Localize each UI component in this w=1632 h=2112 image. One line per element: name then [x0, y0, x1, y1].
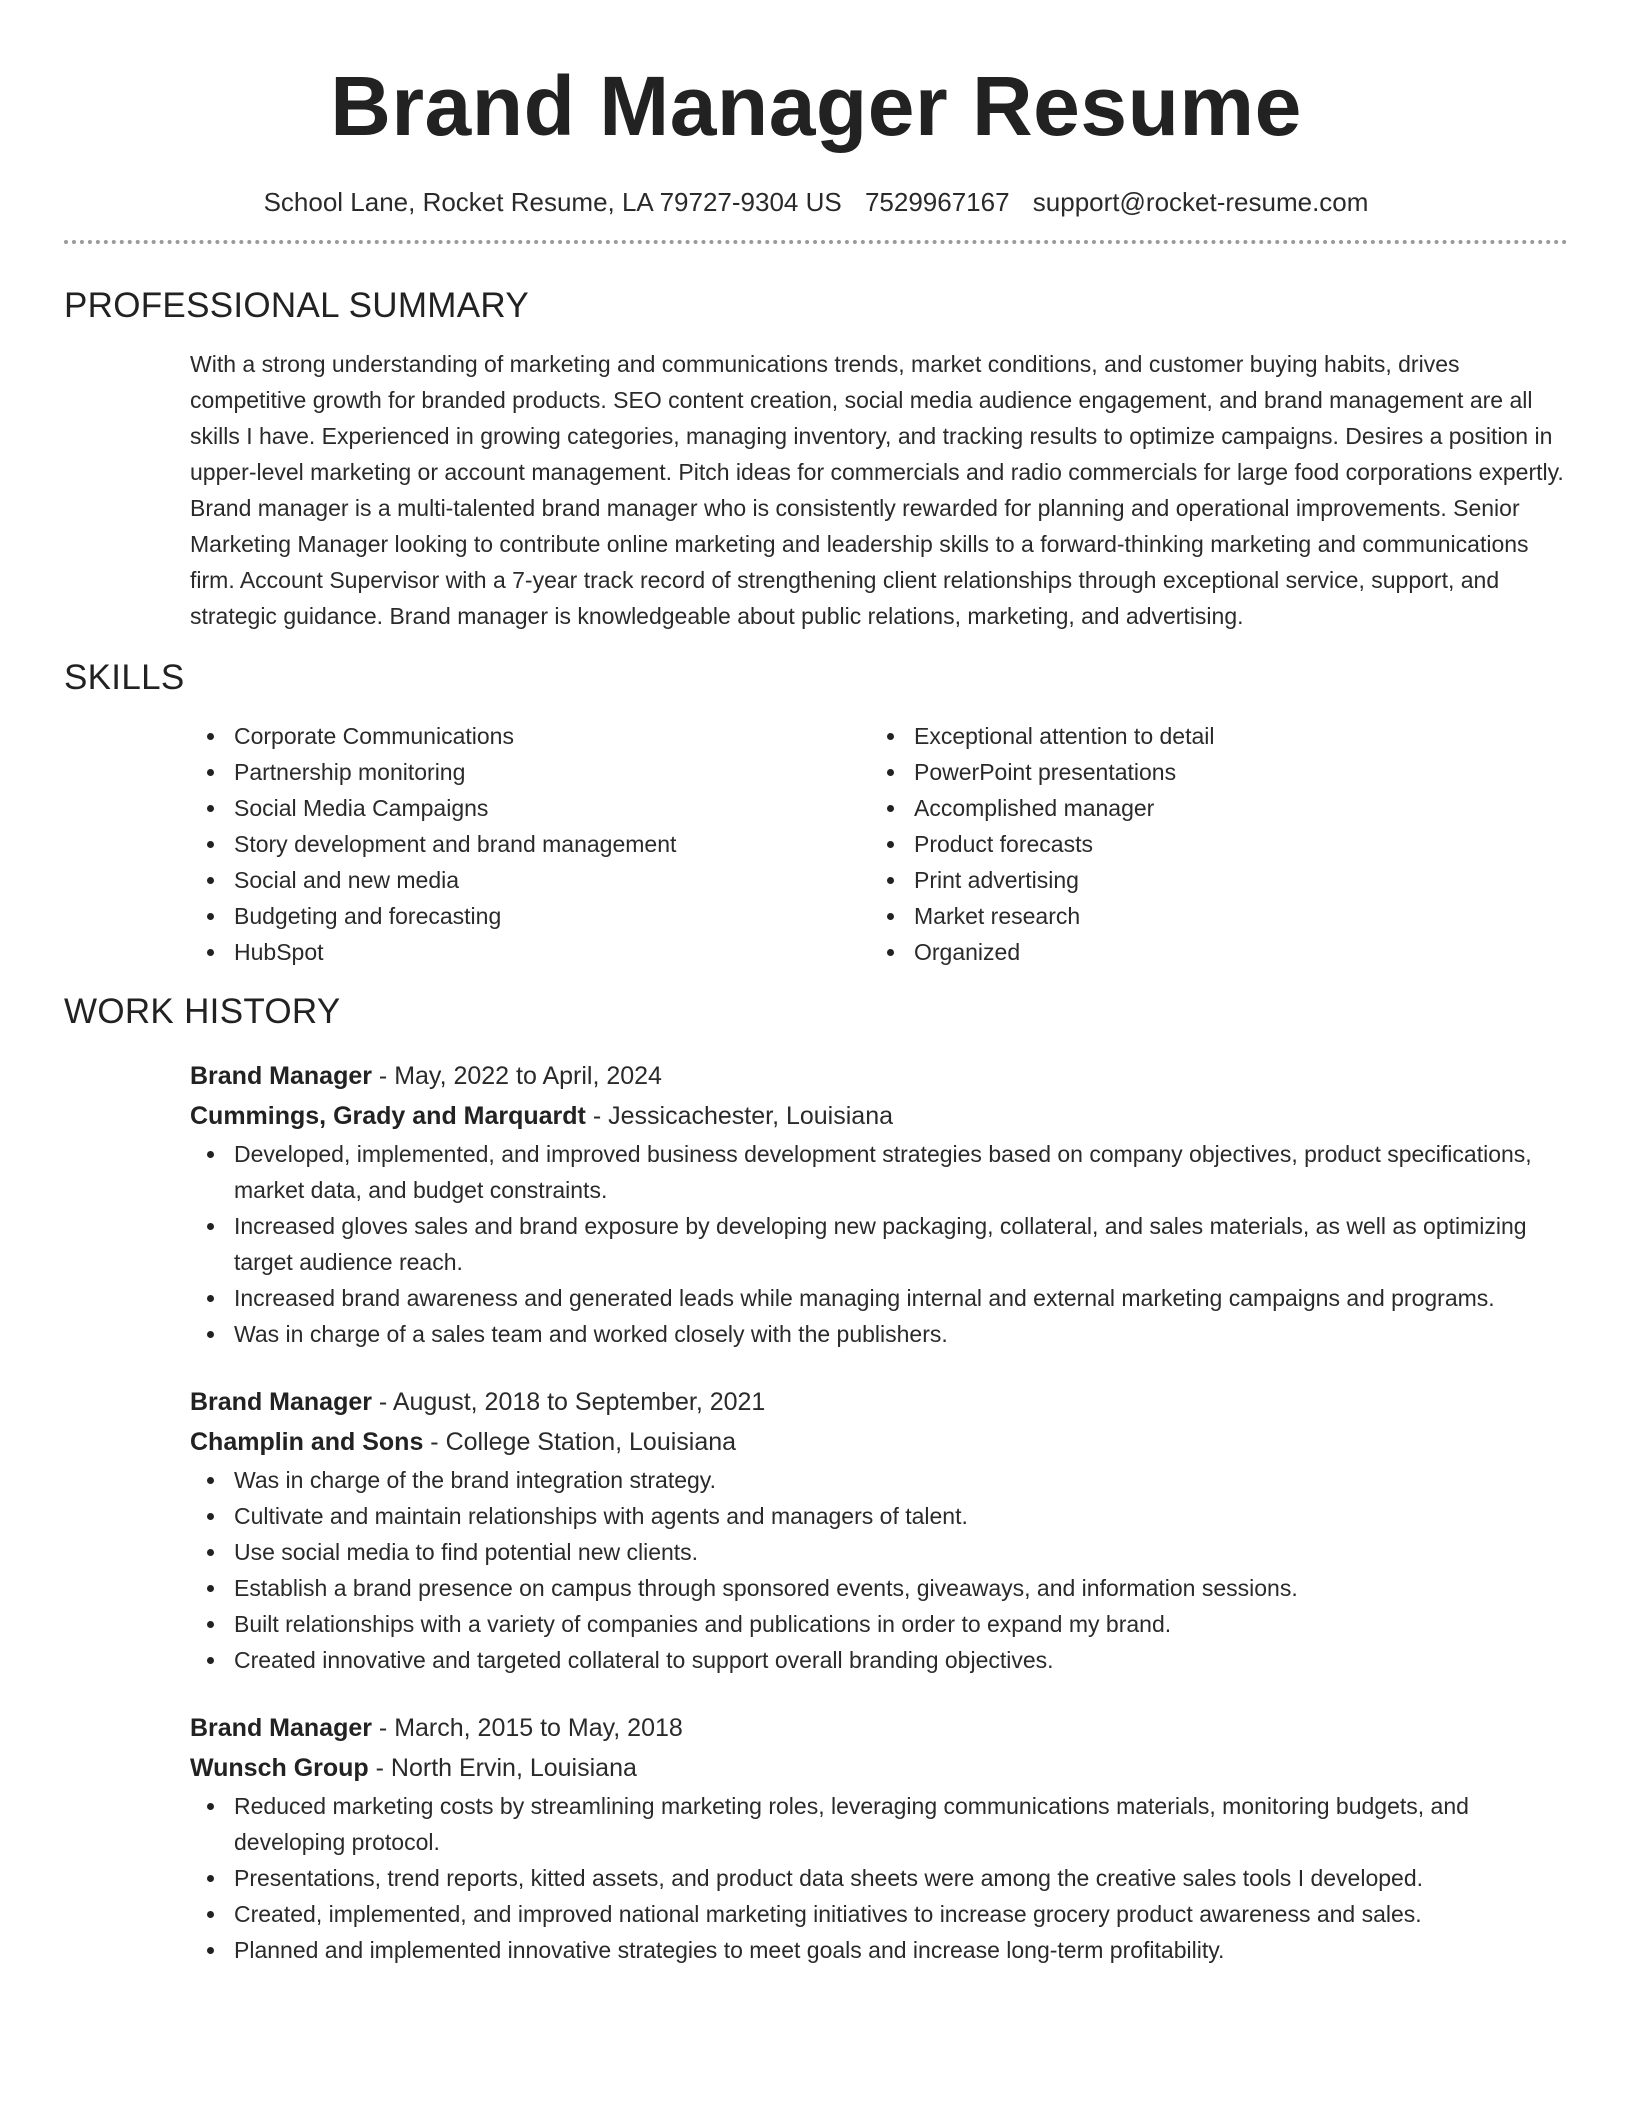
contact-address: School Lane, Rocket Resume, LA 79727-9304 US: [263, 187, 842, 217]
job-title: Brand Manager: [190, 1388, 372, 1416]
summary-text: With a strong understanding of marketing and communications trends, market conditions, and customer buying habits, drives competitive growth for branded products. SEO content creation, social media audience engagement, and brand management are all skills I have. Experienced in growing categories, managing inventory, and tracking results to optimize campaigns. Desires a position in upper-level marketing or account management. Pitch ideas for commercials and radio commercials for large food corporations expertly. Brand manager is a multi-talented brand manager who is consistently rewarded for planning and operational improvements. Senior Marketing Manager looking to contribute online marketing and leadership skills to a forward-thinking marketing and communications firm. Account Supervisor with a 7-year track record of strengthening client relationships through exceptional service, support, and strategic guidance. Brand manager is knowledgeable about public relations, marketing, and advertising.: [190, 351, 1564, 629]
skill-item: Accomplished manager: [870, 790, 1550, 826]
job-bullet: Developed, implemented, and improved business development strategies based on company objectives, product specifications, market data, and budget constraints.: [190, 1136, 1568, 1208]
section-heading-skills: SKILLS: [64, 658, 185, 697]
skill-item: Story development and brand management: [190, 826, 870, 862]
job-title: Brand Manager: [190, 1062, 372, 1090]
job-bullet: Built relationships with a variety of companies and publications in order to expand my brand.: [190, 1606, 1568, 1642]
job-bullet: Was in charge of a sales team and worked closely with the publishers.: [190, 1316, 1568, 1352]
job-bullet: Was in charge of the brand integration strategy.: [190, 1462, 1568, 1498]
job-bullet: Use social media to find potential new clients.: [190, 1534, 1568, 1570]
skill-item: Budgeting and forecasting: [190, 898, 870, 934]
resume-title: Brand Manager Resume: [330, 59, 1302, 153]
header-divider: [64, 240, 1568, 244]
skill-item: Social and new media: [190, 862, 870, 898]
job-location: - North Ervin, Louisiana: [368, 1754, 637, 1782]
job-dates: - August, 2018 to September, 2021: [371, 1388, 766, 1416]
job-dates: - March, 2015 to May, 2018: [371, 1714, 683, 1742]
job-dates: - May, 2022 to April, 2024: [371, 1062, 662, 1090]
job-entry: [190, 1056, 1568, 1352]
contact-line: [64, 184, 1568, 220]
skills-column-left: [190, 718, 870, 970]
skill-item: Corporate Communications: [190, 718, 870, 754]
job-bullets: [190, 1788, 1568, 1968]
job-title: Brand Manager: [190, 1714, 372, 1742]
job-title-line: [190, 1056, 1568, 1096]
skill-item: Market research: [870, 898, 1550, 934]
job-bullets: [190, 1462, 1568, 1678]
resume-page: [64, 0, 1568, 1968]
contact-email: support@rocket-resume.com: [1032, 187, 1369, 217]
job-bullet: Created, implemented, and improved national marketing initiatives to increase grocery product awareness and sales.: [190, 1896, 1568, 1932]
job-company-line: [190, 1096, 1568, 1136]
job-bullet: Planned and implemented innovative strategies to meet goals and increase long-term profitability.: [190, 1932, 1568, 1968]
skills-list: [190, 718, 1568, 970]
job-location: - Jessicachester, Louisiana: [585, 1102, 893, 1130]
skill-item: Social Media Campaigns: [190, 790, 870, 826]
job-bullet: Created innovative and targeted collateral to support overall branding objectives.: [190, 1642, 1568, 1678]
section-heading-work-history: WORK HISTORY: [64, 992, 341, 1031]
skill-item: Partnership monitoring: [190, 754, 870, 790]
skills-column-right: [870, 718, 1550, 970]
job-bullet: Increased brand awareness and generated leads while managing internal and external marketing campaigns and programs.: [190, 1280, 1568, 1316]
job-bullet: Cultivate and maintain relationships with agents and managers of talent.: [190, 1498, 1568, 1534]
skill-item: PowerPoint presentations: [870, 754, 1550, 790]
job-bullet: Presentations, trend reports, kitted assets, and product data sheets were among the creative sales tools I developed.: [190, 1860, 1568, 1896]
skill-item: Exceptional attention to detail: [870, 718, 1550, 754]
job-entry: [190, 1708, 1568, 1968]
job-title-line: [190, 1708, 1568, 1748]
skill-item: HubSpot: [190, 934, 870, 970]
job-bullet: Increased gloves sales and brand exposure by developing new packaging, collateral, and sales materials, as well as optimizing target audience reach.: [190, 1208, 1568, 1280]
job-company-line: [190, 1748, 1568, 1788]
skill-item: Print advertising: [870, 862, 1550, 898]
skill-item: Product forecasts: [870, 826, 1550, 862]
section-heading-summary: PROFESSIONAL SUMMARY: [64, 286, 529, 325]
job-company: Cummings, Grady and Marquardt: [190, 1102, 586, 1130]
job-company-line: [190, 1422, 1568, 1462]
skill-item: Organized: [870, 934, 1550, 970]
job-location: - College Station, Louisiana: [423, 1428, 737, 1456]
job-entry: [190, 1382, 1568, 1678]
contact-phone: 7529967167: [864, 187, 1010, 217]
job-company: Wunsch Group: [190, 1754, 369, 1782]
job-bullets: [190, 1136, 1568, 1352]
job-company: Champlin and Sons: [190, 1428, 424, 1456]
job-bullet: Reduced marketing costs by streamlining marketing roles, leveraging communications materials, monitoring budgets, and developing protocol.: [190, 1788, 1568, 1860]
job-bullet: Establish a brand presence on campus through sponsored events, giveaways, and information sessions.: [190, 1570, 1568, 1606]
job-title-line: [190, 1382, 1568, 1422]
